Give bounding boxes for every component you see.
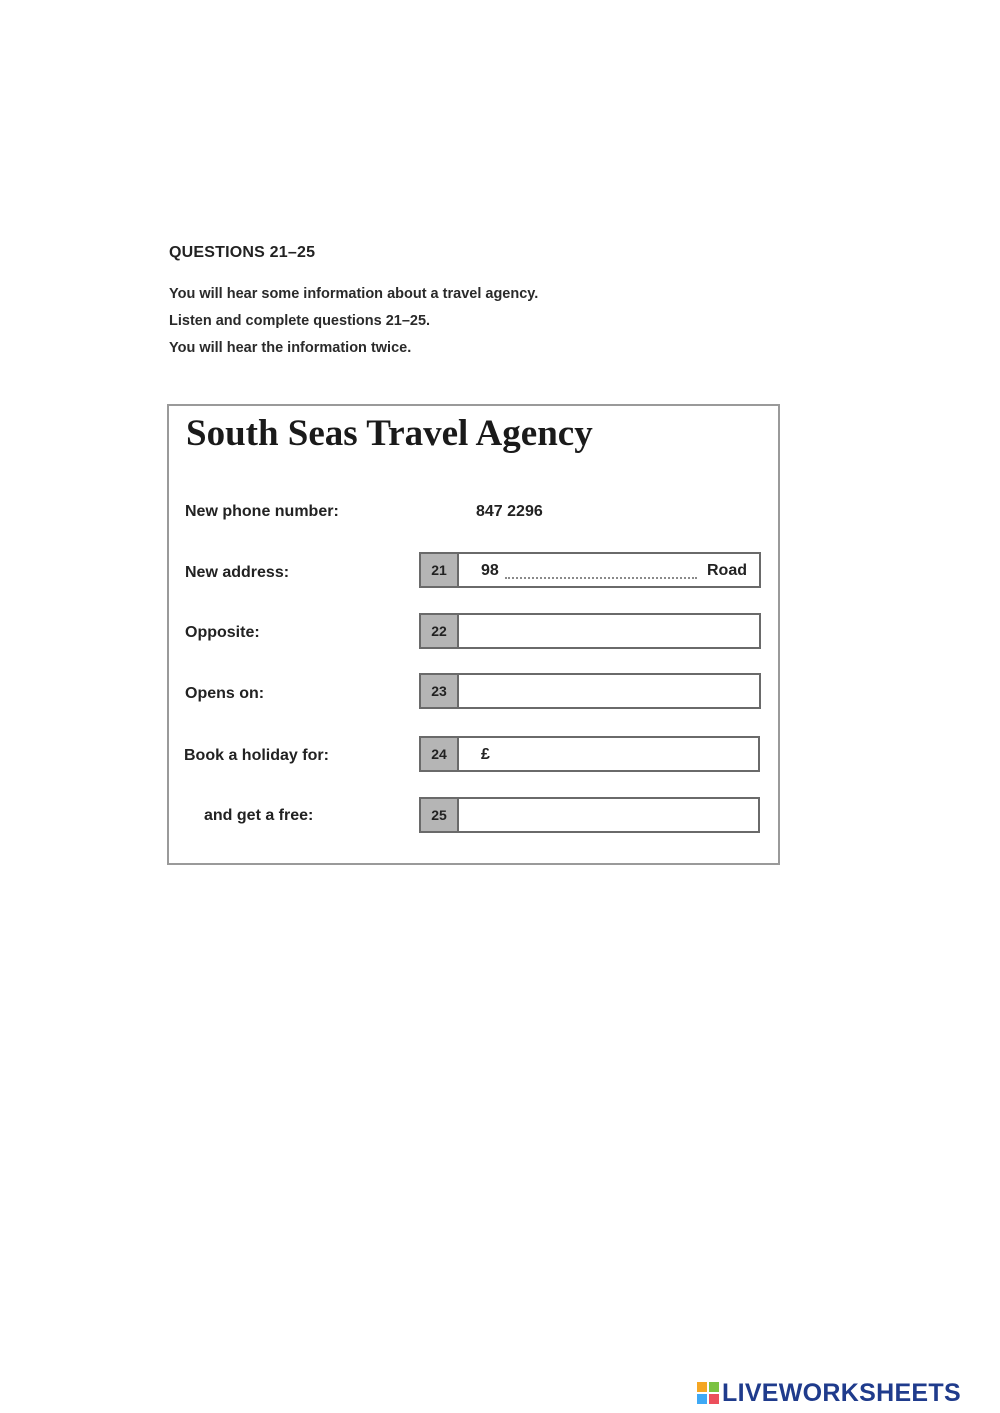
liveworksheets-logo[interactable] xyxy=(697,1378,961,1408)
book-holiday-label: Book a holiday for: xyxy=(184,747,329,764)
answer-field-22[interactable] xyxy=(459,615,759,647)
form-title: South Seas Travel Agency xyxy=(186,413,593,454)
phone-value: 847 2296 xyxy=(476,503,543,520)
answer-field-23[interactable] xyxy=(459,675,759,707)
question-number: 23 xyxy=(421,675,459,707)
liveworksheets-logo-icon xyxy=(697,1382,719,1404)
question-number: 22 xyxy=(421,615,459,647)
opens-on-label: Opens on: xyxy=(185,685,265,702)
instruction-line: Listen and complete questions 21–25. xyxy=(169,313,431,329)
liveworksheets-logo-text: LIVEWORKSHEETS xyxy=(722,1378,961,1407)
currency-prefix: £ xyxy=(481,746,490,763)
answer-field-24[interactable] xyxy=(459,738,758,770)
instruction-line: You will hear some information about a travel agency. xyxy=(169,286,539,302)
answer-field-21[interactable] xyxy=(459,554,759,586)
address-label: New address: xyxy=(185,564,290,581)
instruction-line: You will hear the information twice. xyxy=(169,340,412,356)
answer-box-21 xyxy=(419,552,761,588)
dotted-answer-line xyxy=(505,577,697,579)
answer-box-23 xyxy=(419,673,761,709)
travel-agency-form xyxy=(167,404,780,865)
phone-label: New phone number: xyxy=(185,503,339,520)
answer-box-24 xyxy=(419,736,760,772)
address-prefix: 98 xyxy=(481,562,499,579)
answer-box-22 xyxy=(419,613,761,649)
opposite-label: Opposite: xyxy=(185,624,260,641)
question-number: 24 xyxy=(421,738,459,770)
answer-box-25 xyxy=(419,797,760,833)
question-number: 25 xyxy=(421,799,459,831)
questions-heading: QUESTIONS 21–25 xyxy=(169,244,316,261)
free-gift-label: and get a free: xyxy=(204,807,314,824)
question-number: 21 xyxy=(421,554,459,586)
address-suffix: Road xyxy=(707,562,747,579)
answer-field-25[interactable] xyxy=(459,799,758,831)
